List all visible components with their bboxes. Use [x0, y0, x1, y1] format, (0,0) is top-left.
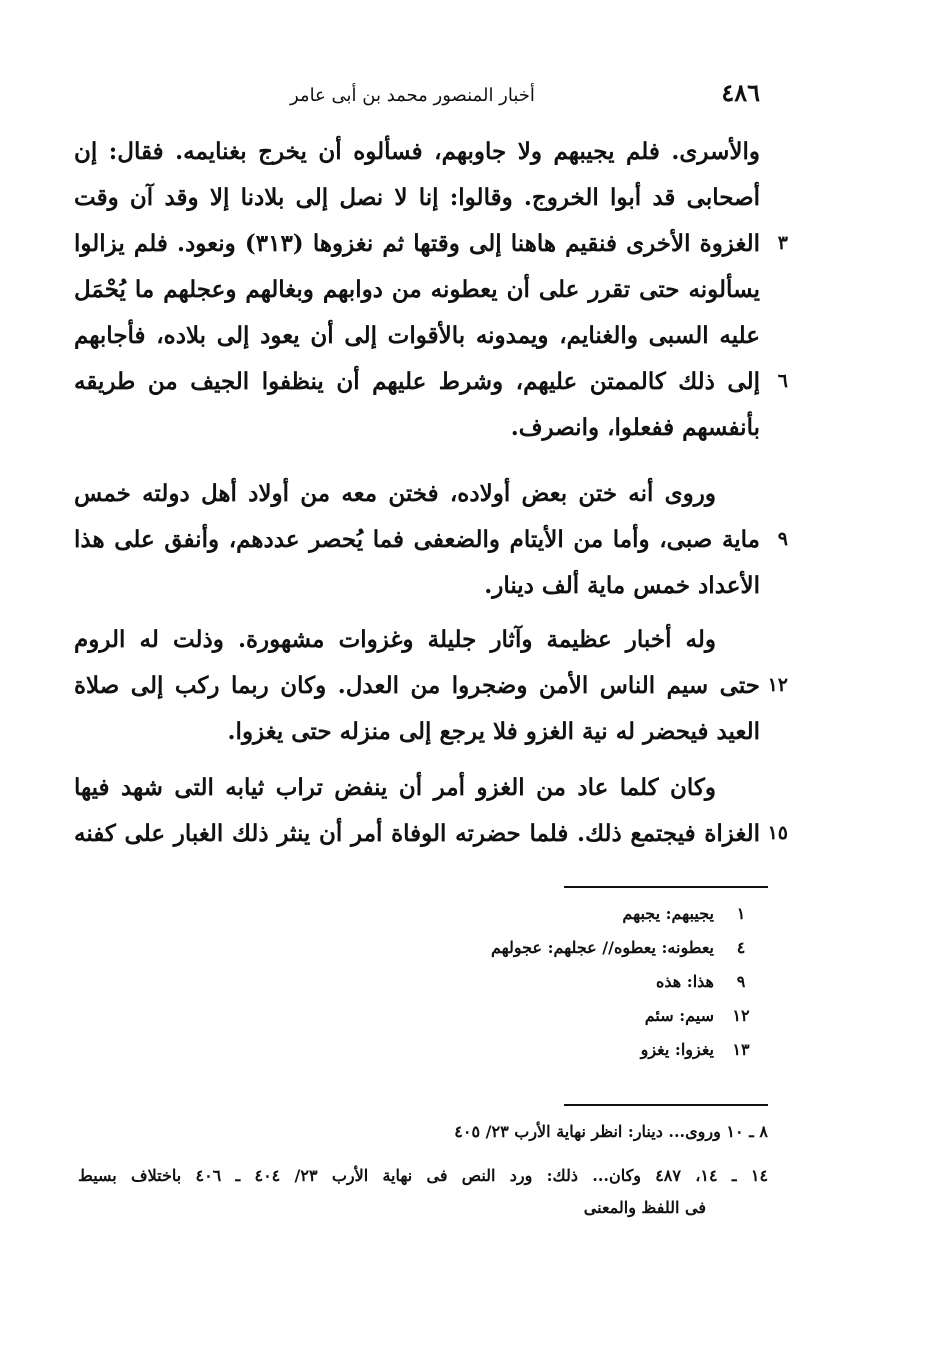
running-title: أخبار المنصور محمد بن أبى عامر — [290, 85, 535, 106]
variant-note — [641, 1040, 768, 1059]
text-line-6-content: إلى ذلك كالممتن عليهم، وشرط عليهم أن ينظفوا الجيف من طريقه — [74, 368, 760, 395]
page-number: ٤٨٦ — [721, 78, 760, 107]
text-line-5: عليه السبى والغنايم، ويمدونه بالأقوات إلى أن يعود إلى بلاده، فأجابهم — [74, 322, 760, 349]
note-line-number: ٩ — [736, 972, 746, 991]
margin-line-number: ٣ — [777, 232, 788, 254]
page-header — [290, 78, 760, 114]
source-note: ٨ ـ ١٠ وروى... دينار: انظر نهاية الأرب ٢٣/ ٤٠٥ — [454, 1122, 768, 1141]
text-line-15 — [74, 820, 788, 866]
note-text: يجيبهم: يجبهم — [622, 904, 714, 923]
note-line-number: ٤ — [736, 938, 746, 957]
note-text: سيم: سئم — [644, 1006, 714, 1025]
margin-line-number: ١٢ — [767, 674, 788, 696]
text-line-6 — [74, 368, 788, 414]
variant-note — [656, 972, 768, 991]
source-note: ١٤ ـ ١٤، ٤٨٧ وكان... ذلك: ورد النص فى نهاية الأرب ٢٣/ ٤٠٤ ـ ٤٠٦ باختلاف بسيط — [78, 1166, 769, 1185]
text-line-10: الأعداد خمس ماية ألف دينار. — [484, 572, 760, 599]
paragraph-3 — [74, 626, 788, 764]
paragraph-2 — [74, 480, 788, 618]
margin-line-number: ٩ — [777, 528, 788, 550]
variant-note — [491, 938, 768, 957]
note-line-number: ١٣ — [732, 1040, 750, 1059]
note-text: يغزوا: يغزو — [640, 1040, 714, 1059]
text-line-1: والأسرى. فلم يجيبهم ولا جاوبهم، فسألوه أن يخرج بغنايمه. فقال: إن — [74, 138, 760, 165]
margin-line-number: ١٥ — [767, 822, 788, 844]
variant-note — [645, 1006, 768, 1025]
text-line-7: بأنفسهم ففعلوا، وانصرف. — [510, 414, 760, 441]
note-line-number: ١ — [736, 904, 746, 923]
text-line-15-content: الغزاة فيجتمع ذلك. فلما حضرته الوفاة أمر أن ينثر ذلك الغبار على كفنه — [74, 820, 760, 847]
variant-note — [622, 904, 768, 923]
text-line-14: وكان كلما عاد من الغزو أمر أن ينفض تراب ثيابه التى شهد فيها — [74, 774, 716, 801]
text-line-4: يسألونه حتى تقرر على أن يعطونه من دوابهم وبغالهم وعجلهم ما يُحْمَل — [74, 276, 760, 303]
note-line-number: ١٢ — [732, 1006, 750, 1025]
text-line-13: العيد فيحضر له نية الغزو فلا يرجع إلى منزله حتى يغزوا. — [227, 718, 760, 745]
notes-divider — [564, 886, 768, 888]
paragraph-4 — [74, 774, 788, 866]
text-line-11: وله أخبار عظيمة وآثار جليلة وغزوات مشهورة. وذلت له الروم — [74, 626, 716, 653]
margin-line-number: ٦ — [777, 370, 788, 392]
text-line-8: وروى أنه ختن بعض أولاده، فختن معه من أولاد أهل دولته خمس — [74, 480, 716, 507]
sources-divider — [564, 1104, 768, 1106]
note-text: يعطونه: يعطوه// عجلهم: عجولهم — [491, 938, 714, 957]
text-line-2: أصحابى قد أبوا الخروج. وقالوا: إنا لا نصل إلى بلادنا إلا وقد آن وقت — [74, 184, 760, 211]
text-line-12 — [74, 672, 788, 718]
text-line-3-content: الغزوة الأخرى فنقيم هاهنا إلى وقتها ثم نغزوها (٣١٣) ونعود. فلم يزالوا — [74, 230, 760, 257]
text-line-9-content: ماية صبى، وأما من الأيتام والضعفى فما يُحصر عددهم، وأنفق على هذا — [74, 526, 760, 553]
paragraph-1 — [74, 138, 788, 460]
source-note-continued: فى اللفظ والمعنى — [583, 1198, 706, 1217]
note-text: هذا: هذه — [656, 972, 714, 991]
text-line-12-content: حتى سيم الناس الأمن وضجروا من العدل. وكان ربما ركب إلى صلاة — [74, 672, 760, 699]
text-line-3 — [74, 230, 788, 276]
text-line-9 — [74, 526, 788, 572]
